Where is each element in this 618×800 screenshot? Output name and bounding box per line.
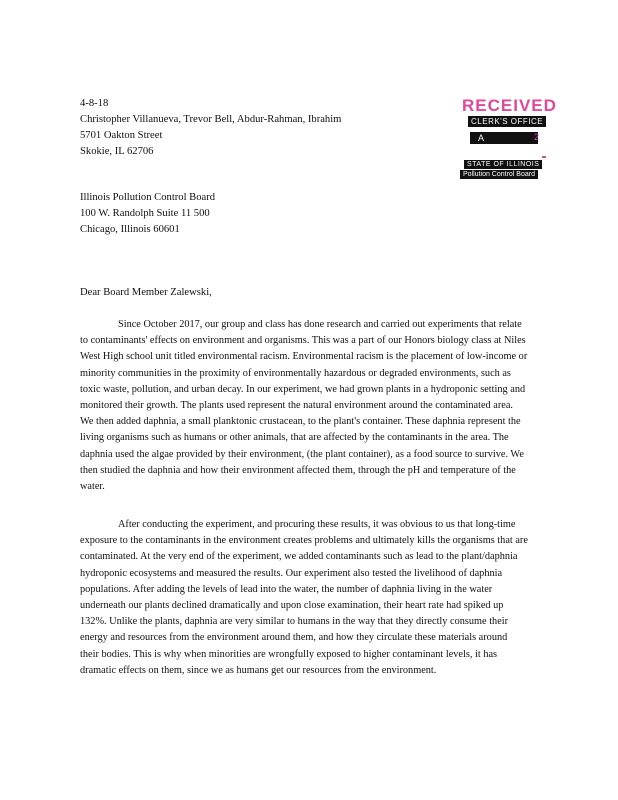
body-paragraph-1: Since October 2017, our group and class has done research and carried out experiments that relate to contaminants' effects on environment and organisms. This was a part of our Honors biology class at Niles West High school unit titled environmental racism. Environmental racism is the placement of low-income or minority communities in the proximity of environmentally hazardous or degraded environments, such as toxic waste, pollution, and urban decay. In our experiment, we had grown plants in a hydroponic setting and monitored their growth. The plants used represent the natural environment around the contaminated area. We then added daphnia, a small planktonic crustacean, to the plant's container. These daphnia represent the living organisms such as humans or other animals, that are affected by the contaminants in the area. The daphnia used the algae provided by their environment, (the plant container), as a food source to survive. We then studied the daphnia and how their environment affected them, through the pH and temperature of the water.	[80, 319, 528, 493]
sender-city: Skokie, IL 62706	[80, 146, 154, 157]
sender-street: 5701 Oakton Street	[80, 130, 163, 141]
stamp-state: STATE OF ILLINOIS	[464, 160, 542, 169]
recipient-city: Chicago, Illinois 60601	[80, 224, 180, 235]
stamp-mark	[542, 156, 546, 158]
sender-names: Christopher Villanueva, Trevor Bell, Abdur-Rahman, Ibrahim	[80, 114, 342, 125]
recipient-street: 100 W. Randolph Suite 11 500	[80, 208, 210, 219]
stamp-received-text: RECEIVED	[462, 96, 557, 115]
letter-date: 4-8-18	[80, 98, 109, 109]
body-paragraph-2: After conducting the experiment, and procuring these results, it was obvious to us that long-time exposure to the contaminants in the environment creates problems and ultimately kills the organisms that are contaminated. At the very end of the experiment, we added contaminants such as lead to the plant/daphnia hydroponic ecosystems and measured the results. Our experiment also tested the livelihood of daphnia populations. After adding the levels of lead into the water, the number of daphnia living in the water underneath our plants declined dramatically and upon close examination, their heart rate had spiked up 132%. Unlike the plants, daphnia are very similar to humans in the way that they directly consume their energy and resources from the environment around them, and how they circulate these materials around their bodies. This is why when minorities are wrongfully exposed to higher contaminant levels, it has dramatic effects on them, since we as humans get our resources from the environment.	[80, 519, 528, 676]
stamp-date: A	[470, 132, 538, 144]
stamp-clerk-office: CLERK'S OFFICE	[468, 116, 546, 127]
stamp-board: Pollution Control Board	[460, 170, 538, 179]
recipient-name: Illinois Pollution Control Board	[80, 192, 216, 203]
stamp-date-tail: 2	[534, 132, 540, 142]
received-stamp	[452, 94, 564, 186]
salutation: Dear Board Member Zalewski,	[80, 287, 212, 298]
